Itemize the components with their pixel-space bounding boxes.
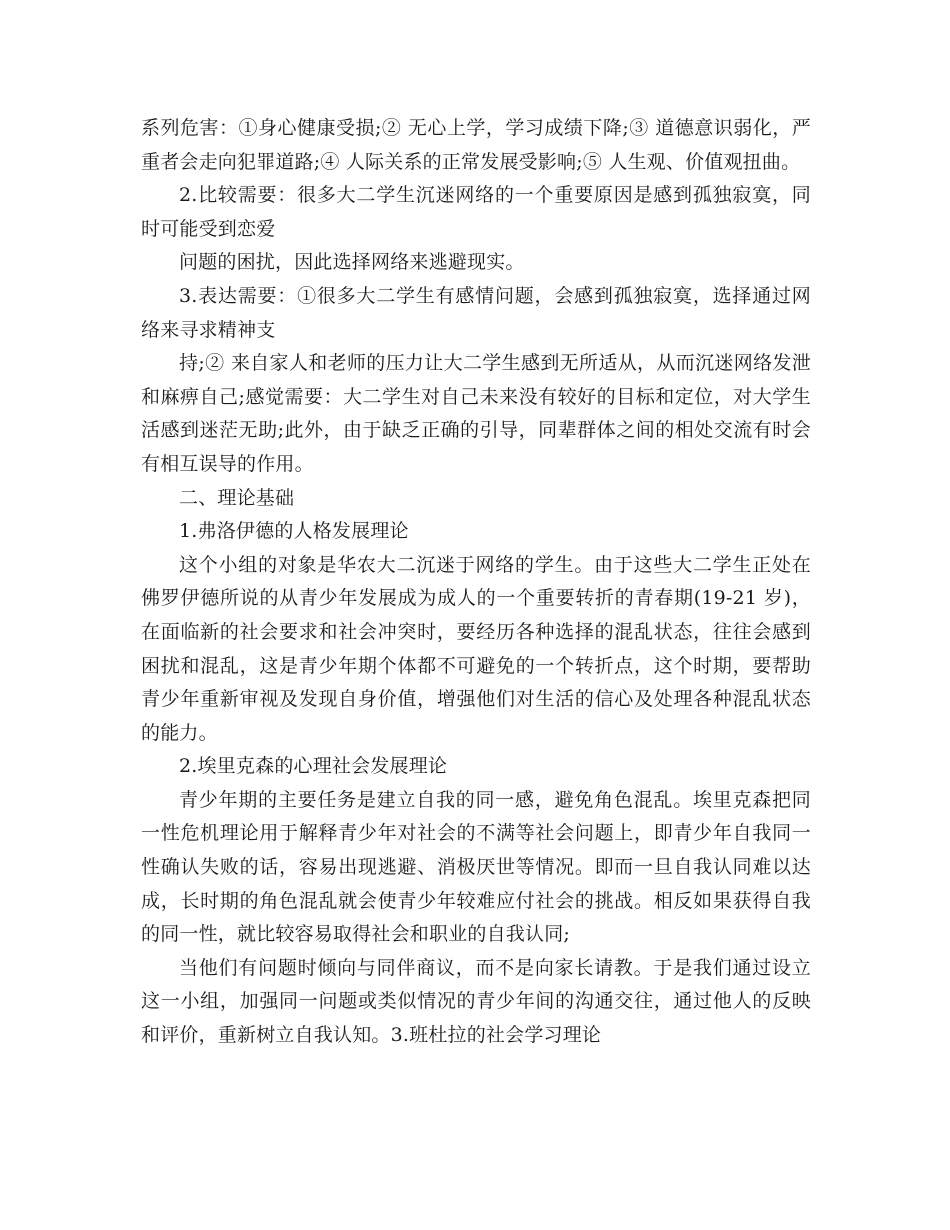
- paragraph-peer-discussion: 当他们有问题时倾向与同伴商议，而不是向家长请教。于是我们通过设立这一小组，加强同一问题或类似情况的青少年间的沟通交往，通过他人的反映和评价，重新树立自我认知。3.班杜拉的社会学习理论: [141, 956, 811, 1047]
- document-body: [141, 112, 811, 1053]
- subheading-freud: 1.弗洛伊德的人格发展理论: [179, 520, 409, 543]
- paragraph-erikson: 青少年期的主要任务是建立自我的同一感，避免角色混乱。埃里克森把同一性危机理论用于解释青少年对社会的不满等社会问题上，即青少年自我同一性确认失败的话，容易出现逃避、消极厌世等情况。即而一旦自我认同难以达成，长时期的角色混乱就会使青少年较难应付社会的挑战。相反如果获得自我的同一性，就比较容易取得社会和职业的自我认同;: [141, 788, 811, 946]
- paragraph-comparative-need: 2.比较需要：很多大二学生沉迷网络的一个重要原因是感到孤独寂寞，同时可能受到恋爱: [141, 184, 811, 240]
- paragraph-freud: 这个小组的对象是华农大二沉迷于网络的学生。由于这些大二学生正处在佛罗伊德所说的从青少年发展成为成人的一个重要转折的青春期(19-21 岁)，在面临新的社会要求和社会冲突时，要经历各种选择的混乱状态，往往会感到困扰和混乱，这是青少年期个体都不可避免的一个转折点，这个时期，要帮助青少年重新审视及发现自身价值，增强他们对生活的信心及处理各种混乱状态的能力。: [141, 553, 811, 744]
- paragraph-harms: 系列危害：①身心健康受损;② 无心上学，学习成绩下降;③ 道德意识弱化，严重者会走向犯罪道路;④ 人际关系的正常发展受影响;⑤ 人生观、价值观扭曲。: [141, 117, 811, 173]
- paragraph-expressed-need-cont: 持;② 来自家人和老师的压力让大二学生感到无所适从，从而沉迷网络发泄和麻痹自己;感觉需要：大二学生对自己未来没有较好的目标和定位，对大学生活感到迷茫无助;此外，由于缺乏正确的引导，同辈群体之间的相处交流有时会有相互误导的作用。: [141, 352, 811, 475]
- paragraph-comparative-need-cont: 问题的困扰，因此选择网络来逃避现实。: [179, 251, 525, 274]
- subheading-erikson: 2.埃里克森的心理社会发展理论: [179, 755, 448, 778]
- paragraph-expressed-need: 3.表达需要：①很多大二学生有感情问题，会感到孤独寂寞，选择通过网络来寻求精神支: [141, 284, 811, 341]
- section-heading-theory: 二、理论基础: [179, 486, 295, 509]
